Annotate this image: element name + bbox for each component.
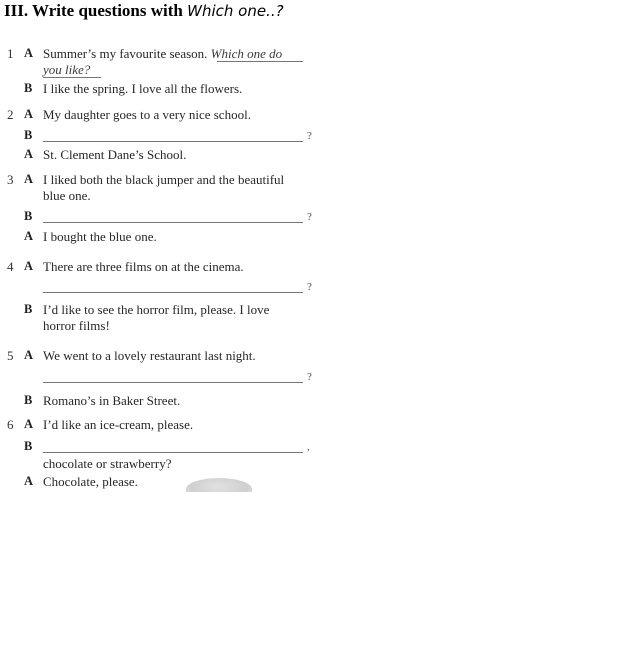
- speaker-label: A: [24, 107, 34, 121]
- answer-blank[interactable]: [43, 452, 303, 453]
- item-number: 1: [7, 46, 14, 61]
- speaker-label: B: [24, 209, 33, 223]
- answer-blank[interactable]: [43, 141, 303, 142]
- question-mark: ?: [307, 130, 312, 142]
- dialogue-line: I liked both the black jumper and the beautiful blue one.: [43, 172, 285, 203]
- speaker-label: A: [24, 172, 34, 186]
- dialogue-line: I like the spring. I love all the flowers.: [43, 81, 243, 96]
- speaker-label: B: [24, 128, 33, 142]
- dialogue-line: My daughter goes to a very nice school.: [43, 107, 251, 122]
- speaker-label: A: [24, 474, 34, 488]
- answer-underline: [43, 77, 101, 78]
- answer-blank[interactable]: [43, 292, 303, 293]
- answer-blank[interactable]: [43, 382, 303, 383]
- dialogue-line: I’d like to see the horror film, please. I love horror films!: [43, 302, 270, 333]
- item-number: 2: [7, 107, 14, 122]
- question-mark: ?: [307, 281, 312, 293]
- item-number: 3: [7, 172, 14, 187]
- dialogue-line: There are three films on at the cinema.: [43, 259, 244, 274]
- speaker-label: B: [24, 439, 33, 453]
- comma-mark: ,: [307, 441, 310, 453]
- speaker-label: A: [24, 147, 34, 161]
- dialogue-line: chocolate or strawberry?: [43, 456, 172, 471]
- item-number: 5: [7, 348, 14, 363]
- worksheet: [0, 0, 330, 500]
- question-mark: ?: [307, 371, 312, 383]
- speaker-label: A: [24, 46, 34, 60]
- speaker-label: A: [24, 417, 34, 431]
- dialogue-line: St. Clement Dane’s School.: [43, 147, 187, 162]
- speaker-label: A: [24, 348, 34, 362]
- dialogue-line: Romano’s in Baker Street.: [43, 393, 181, 408]
- question-mark: ?: [307, 211, 312, 223]
- answer-blank[interactable]: [43, 222, 303, 223]
- answer-underline: [217, 61, 303, 62]
- dialogue-line: We went to a lovely restaurant last night.: [43, 348, 256, 363]
- speaker-label: B: [24, 302, 33, 316]
- speaker-label: B: [24, 393, 33, 407]
- item-number: 6: [7, 417, 14, 432]
- speaker-label: A: [24, 229, 34, 243]
- exercise-title: III. Write questions with Which one..?: [4, 1, 284, 20]
- dialogue-line: I bought the blue one.: [43, 229, 157, 244]
- title-italic: Which one..?: [187, 2, 284, 20]
- item-number: 4: [7, 259, 14, 274]
- speaker-label: A: [24, 259, 34, 273]
- dialogue-line: Summer’s my favourite season. Which one do you like?: [43, 46, 283, 77]
- speaker-label: B: [24, 81, 33, 95]
- dialogue-line: I’d like an ice-cream, please.: [43, 417, 194, 432]
- example-answer: Which one do you like?: [43, 46, 283, 77]
- dialogue-line: Chocolate, please.: [43, 474, 138, 489]
